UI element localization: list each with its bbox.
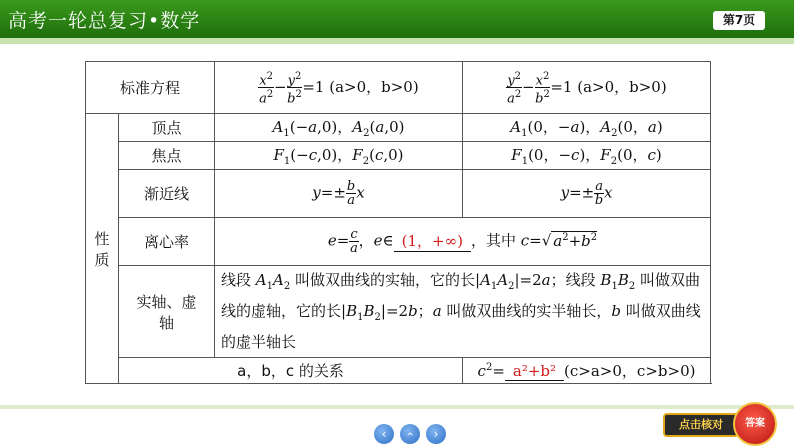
check-answer-button[interactable]: 点击核对 [663, 413, 739, 437]
vertex-x-axis: $A_1(-a,0)$，$A_2(a,0)$ [215, 114, 463, 142]
label-eccentricity: 离心率 [119, 218, 215, 266]
chevron-left-icon: ‹ [381, 427, 387, 441]
header-bar [0, 0, 794, 38]
row-vertex [86, 114, 711, 142]
course-title: 高考一轮总复习•数学 [8, 10, 201, 32]
focus-x-axis: $F_1(-c,0)$，$F_2(c,0)$ [215, 142, 463, 170]
equation-y-axis: $\frac{y^2}{a^2}$ − $\frac{x^2}{b^2}$ =1 (a>0，b>0) [463, 62, 711, 114]
next-slide-button[interactable] [426, 424, 446, 444]
hyperbola-properties-table [85, 61, 711, 384]
label-focus: 焦点 [119, 142, 215, 170]
home-slide-button[interactable] [400, 424, 420, 444]
asymptote-x-axis: y=± $\frac{b}{a}$ x [215, 170, 463, 218]
label-vertex: 顶点 [119, 114, 215, 142]
answer-button[interactable]: 答案 [733, 402, 777, 446]
row-asymptote [86, 170, 711, 218]
page-number: 第7页 [713, 11, 765, 30]
chevron-right-icon: › [433, 427, 439, 441]
label-abc-relation: a，b，c 的关系 [119, 358, 463, 384]
abc-condition: (c>a>0，c>b>0) [564, 362, 696, 380]
focus-y-axis: $F_1(0$，−c)，$F_2(0$，c) [463, 142, 711, 170]
row-eccentricity [86, 218, 711, 266]
label-properties: 性质 [86, 114, 119, 384]
axes-description: 线段 $A_1A_2$ 叫做双曲线的实轴，它的长$|A_1A_2|=2a$；线段 $B_1B_2$ 叫做双曲线的虚轴，它的长$|B_1B_2|=2b$；a 叫做双曲线的实半轴长，b 叫做双曲线的虚半轴长 [215, 266, 711, 358]
row-standard-equation [86, 62, 711, 114]
equation-condition-1: =1 (a>0，b>0) [302, 77, 419, 96]
c-squared-answer: a²+b² [512, 362, 557, 380]
equation-condition-2: =1 (a>0，b>0) [550, 77, 667, 96]
label-standard-equation: 标准方程 [86, 62, 215, 114]
row-abc-relation [86, 358, 711, 384]
label-axes: 实轴、虚轴 [119, 266, 215, 358]
row-axes [86, 266, 711, 358]
vertex-y-axis: $A_1(0$，−a)，$A_2(0$，a) [463, 114, 711, 142]
chevron-up-icon: ‹ [403, 431, 417, 437]
equation-x-axis: $\frac{x^2}{a^2}$ − $\frac{y^2}{b^2}$ =1 (a>0，b>0) [215, 62, 463, 114]
eccentricity-formula: e= $\frac{c}{a}$ ，e∈ (1，+∞) ，其中 c=√ $a^2+b^2$ [215, 218, 711, 266]
eccentricity-range-answer: (1，+∞) [401, 231, 463, 250]
asymptote-y-axis: y=± $\frac{a}{b}$ x [463, 170, 711, 218]
row-focus [86, 142, 711, 170]
prev-slide-button[interactable] [374, 424, 394, 444]
header-stripe [0, 38, 794, 44]
footer-stripe [0, 405, 794, 409]
label-asymptote: 渐近线 [119, 170, 215, 218]
abc-relation-formula: $c^2= a^2+b^2$ (c>a>0，c>b>0) [463, 358, 711, 384]
